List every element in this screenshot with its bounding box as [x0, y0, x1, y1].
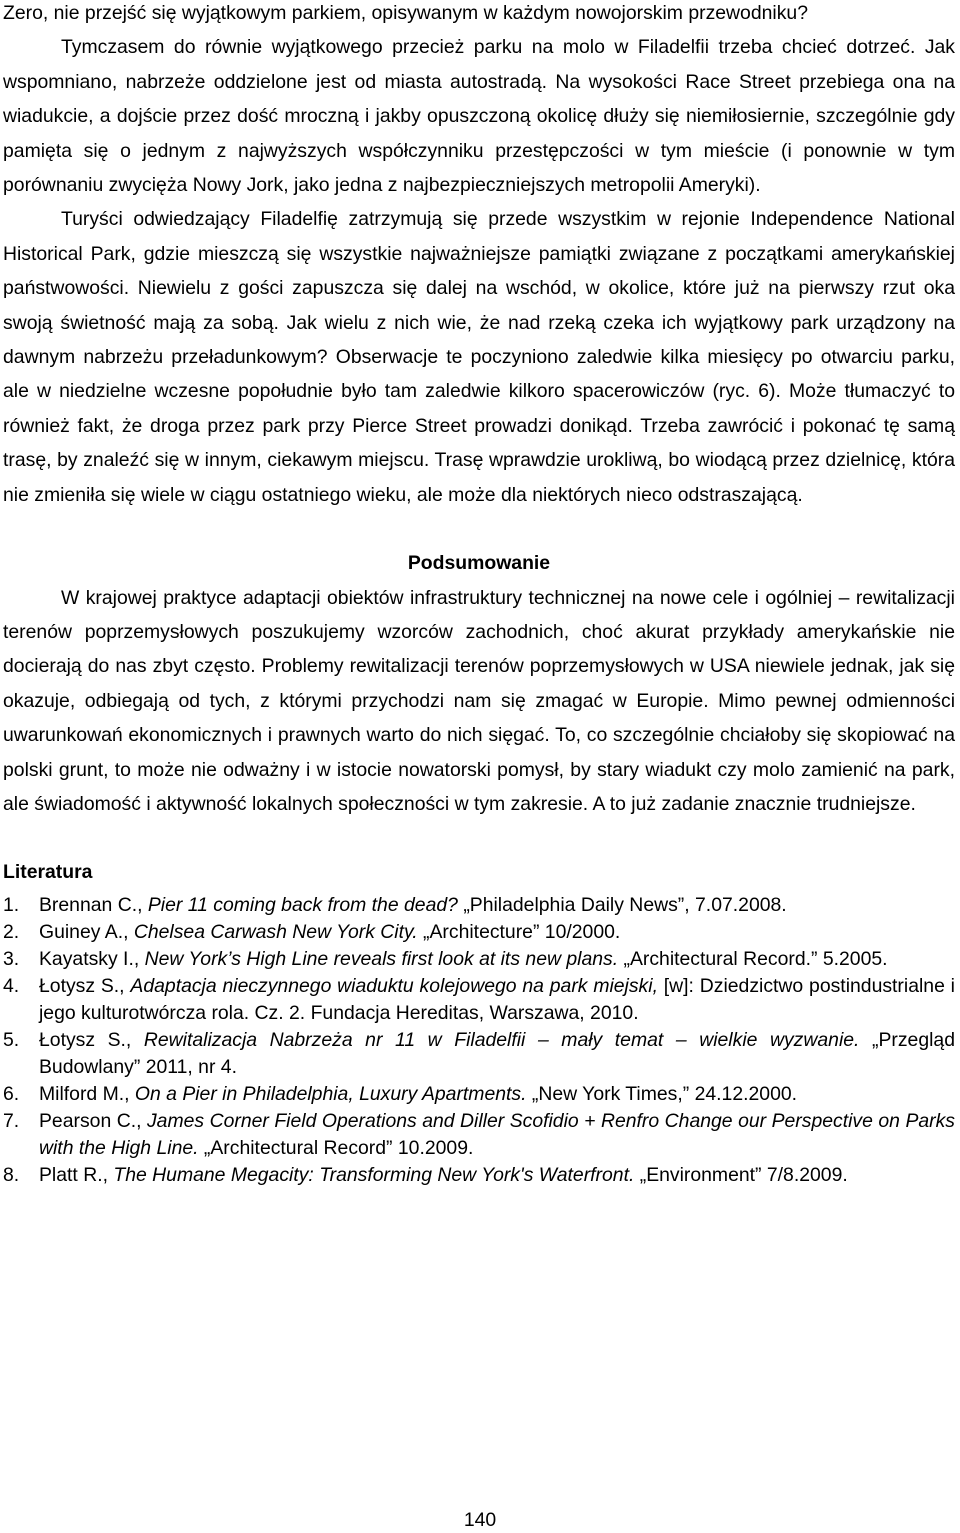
- reference-title: Rewitalizacja Nabrzeża nr 11 w Filadelfii – mały temat – wielkie wyzwanie.: [143, 1028, 860, 1051]
- reference-number: 7.: [3, 1109, 20, 1132]
- reference-number: 1.: [3, 893, 20, 916]
- reference-title: New York’s High Line reveals first look at its new plans.: [144, 947, 619, 970]
- reference-list: [3, 892, 955, 1189]
- section-heading-summary: Podsumowanie: [407, 552, 551, 575]
- document-page: [3, 0, 955, 1189]
- reference-source: „Architectural Record.” 5.2005.: [618, 947, 888, 970]
- reference-item: [3, 919, 955, 946]
- reference-item: [3, 973, 955, 1027]
- reference-item: [3, 946, 955, 973]
- reference-number: 6.: [3, 1082, 20, 1105]
- reference-author: Łotysz S.,: [39, 1028, 144, 1051]
- reference-author: Kayatsky I.,: [39, 947, 145, 970]
- summary-paragraph: W krajowej praktyce adaptacji obiektów infrastruktury technicznej na nowe cele i ogólniej – rewitalizacji terenów poprzemysłowych poszukujemy wzorców zachodnich, choć akurat przykłady amerykańskie nie docierają do nas zbyt często. Problemy rewitalizacji terenów poprzemysłowych w USA niewiele jednak, jak się okazuje, odbiegają od tych, z którymi przychodzi nam się zmagać w Europie. Mimo pewnej odmienności uwarunkowań ekonomicznych i prawnych warto do nich sięgać. To, co szczególnie chciałoby się skopiować na polski grunt, to może nie odważny i w istocie nowatorski pomysł, by stary wiadukt czy molo zamienić na park, ale świadomość i aktywność lokalnych społeczności w tym zakresie. A to już zadanie znacznie trudniejsze.: [3, 586, 955, 815]
- reference-author: Milford M.,: [39, 1082, 135, 1105]
- reference-source: „Environment” 7/8.2009.: [634, 1163, 848, 1186]
- reference-source: „Architectural Record” 10.2009.: [198, 1136, 474, 1159]
- page-number: 140: [463, 1509, 497, 1531]
- reference-title: The Humane Megacity: Transforming New York's Waterfront.: [113, 1163, 635, 1186]
- body-paragraph-3: Turyści odwiedzający Filadelfię zatrzymują się przede wszystkim w rejonie Independence National Historical Park, gdzie mieszczą się wszystkie najważniejsze pamiątki związane z początkami amerykańskiej państwowości. Niewielu z gości zapuszcza się dalej na wschód, w okolice, które już na pierwszy rzut oka swoją świetność mają za sobą. Jak wielu z nich wie, że nad rzeką czeka ich wyjątkowy park urządzony na dawnym nabrzeżu przeładunkowym? Obserwacje te poczyniono zaledwie kilka miesięcy po otwarciu parku, ale w niedzielne wczesne popołudnie było tam zaledwie kilkoro spacerowiczów (ryc. 6). Może tłumaczyć to również fakt, że droga przez park przy Pierce Street prowadzi donikąd. Trzeba zawrócić i pokonać tę samą trasę, by znaleźć się w innym, ciekawym miejscu. Trasę wprawdzie urokliwą, bo wiodącą przez dzielnicę, która nie zmieniła się wiele w ciągu ostatniego wieku, ale może dla niektórych nieco odstraszającą.: [3, 208, 955, 506]
- reference-item: [3, 1108, 955, 1162]
- reference-title: Chelsea Carwash New York City.: [133, 920, 418, 943]
- reference-source: „Philadelphia Daily News”, 7.07.2008.: [457, 893, 787, 916]
- reference-number: 4.: [3, 974, 20, 997]
- reference-title: Pier 11 coming back from the dead?: [147, 893, 458, 916]
- reference-title: Adaptacja nieczynnego wiaduktu kolejowego na park miejski,: [130, 974, 658, 997]
- reference-author: Łotysz S.,: [39, 974, 131, 997]
- reference-item: [3, 1162, 955, 1189]
- reference-author: Pearson C.,: [39, 1109, 147, 1132]
- body-paragraph-2: Tymczasem do równie wyjątkowego przecież parku na molo w Filadelfii trzeba chcieć dotrzeć. Jak wspomniano, nabrzeże oddzielone jest od miasta autostradą. Na wysokości Race Street przebiega ona na wiadukcie, a dojście przez dość mroczną i jakby opuszczoną okolicę dłuży się niemiłosiernie, szczególnie gdy pamięta się o jednym z najwyższych współczynniku przestępczości w tym mieście (i ponownie w tym porównaniu zwycięża Nowy Jork, jako jedna z najbezpieczniejszych metropolii Ameryki).: [3, 36, 955, 197]
- reference-number: 3.: [3, 947, 20, 970]
- reference-item: [3, 1081, 955, 1108]
- body-paragraph-1: Zero, nie przejść się wyjątkowym parkiem, opisywanym w każdym nowojorskim przewodniku?: [3, 2, 808, 24]
- reference-author: Platt R.,: [39, 1163, 114, 1186]
- reference-author: Guiney A.,: [39, 920, 134, 943]
- reference-source: „New York Times,” 24.12.2000.: [526, 1082, 798, 1105]
- reference-source: „Przegląd Budowlany” 2011, nr 4.: [39, 1028, 955, 1078]
- reference-source: „Architecture” 10/2000.: [417, 920, 621, 943]
- reference-title: James Corner Field Operations and Diller Scofidio + Renfro Change our Perspective on Parks with the High Line.: [39, 1109, 956, 1159]
- reference-author: Brennan C.,: [39, 893, 148, 916]
- reference-number: 8.: [3, 1163, 20, 1186]
- reference-number: 5.: [3, 1028, 20, 1051]
- reference-number: 2.: [3, 920, 20, 943]
- reference-item: [3, 892, 955, 919]
- reference-source: [w]: Dziedzictwo postindustrialne i jego kulturotwórcza rola. Cz. 2. Fundacja Hereditas, Warszawa, 2010.: [39, 974, 955, 1024]
- section-heading-literature: Literatura: [3, 861, 93, 884]
- reference-title: On a Pier in Philadelphia, Luxury Apartments.: [134, 1082, 527, 1105]
- reference-item: [3, 1027, 955, 1081]
